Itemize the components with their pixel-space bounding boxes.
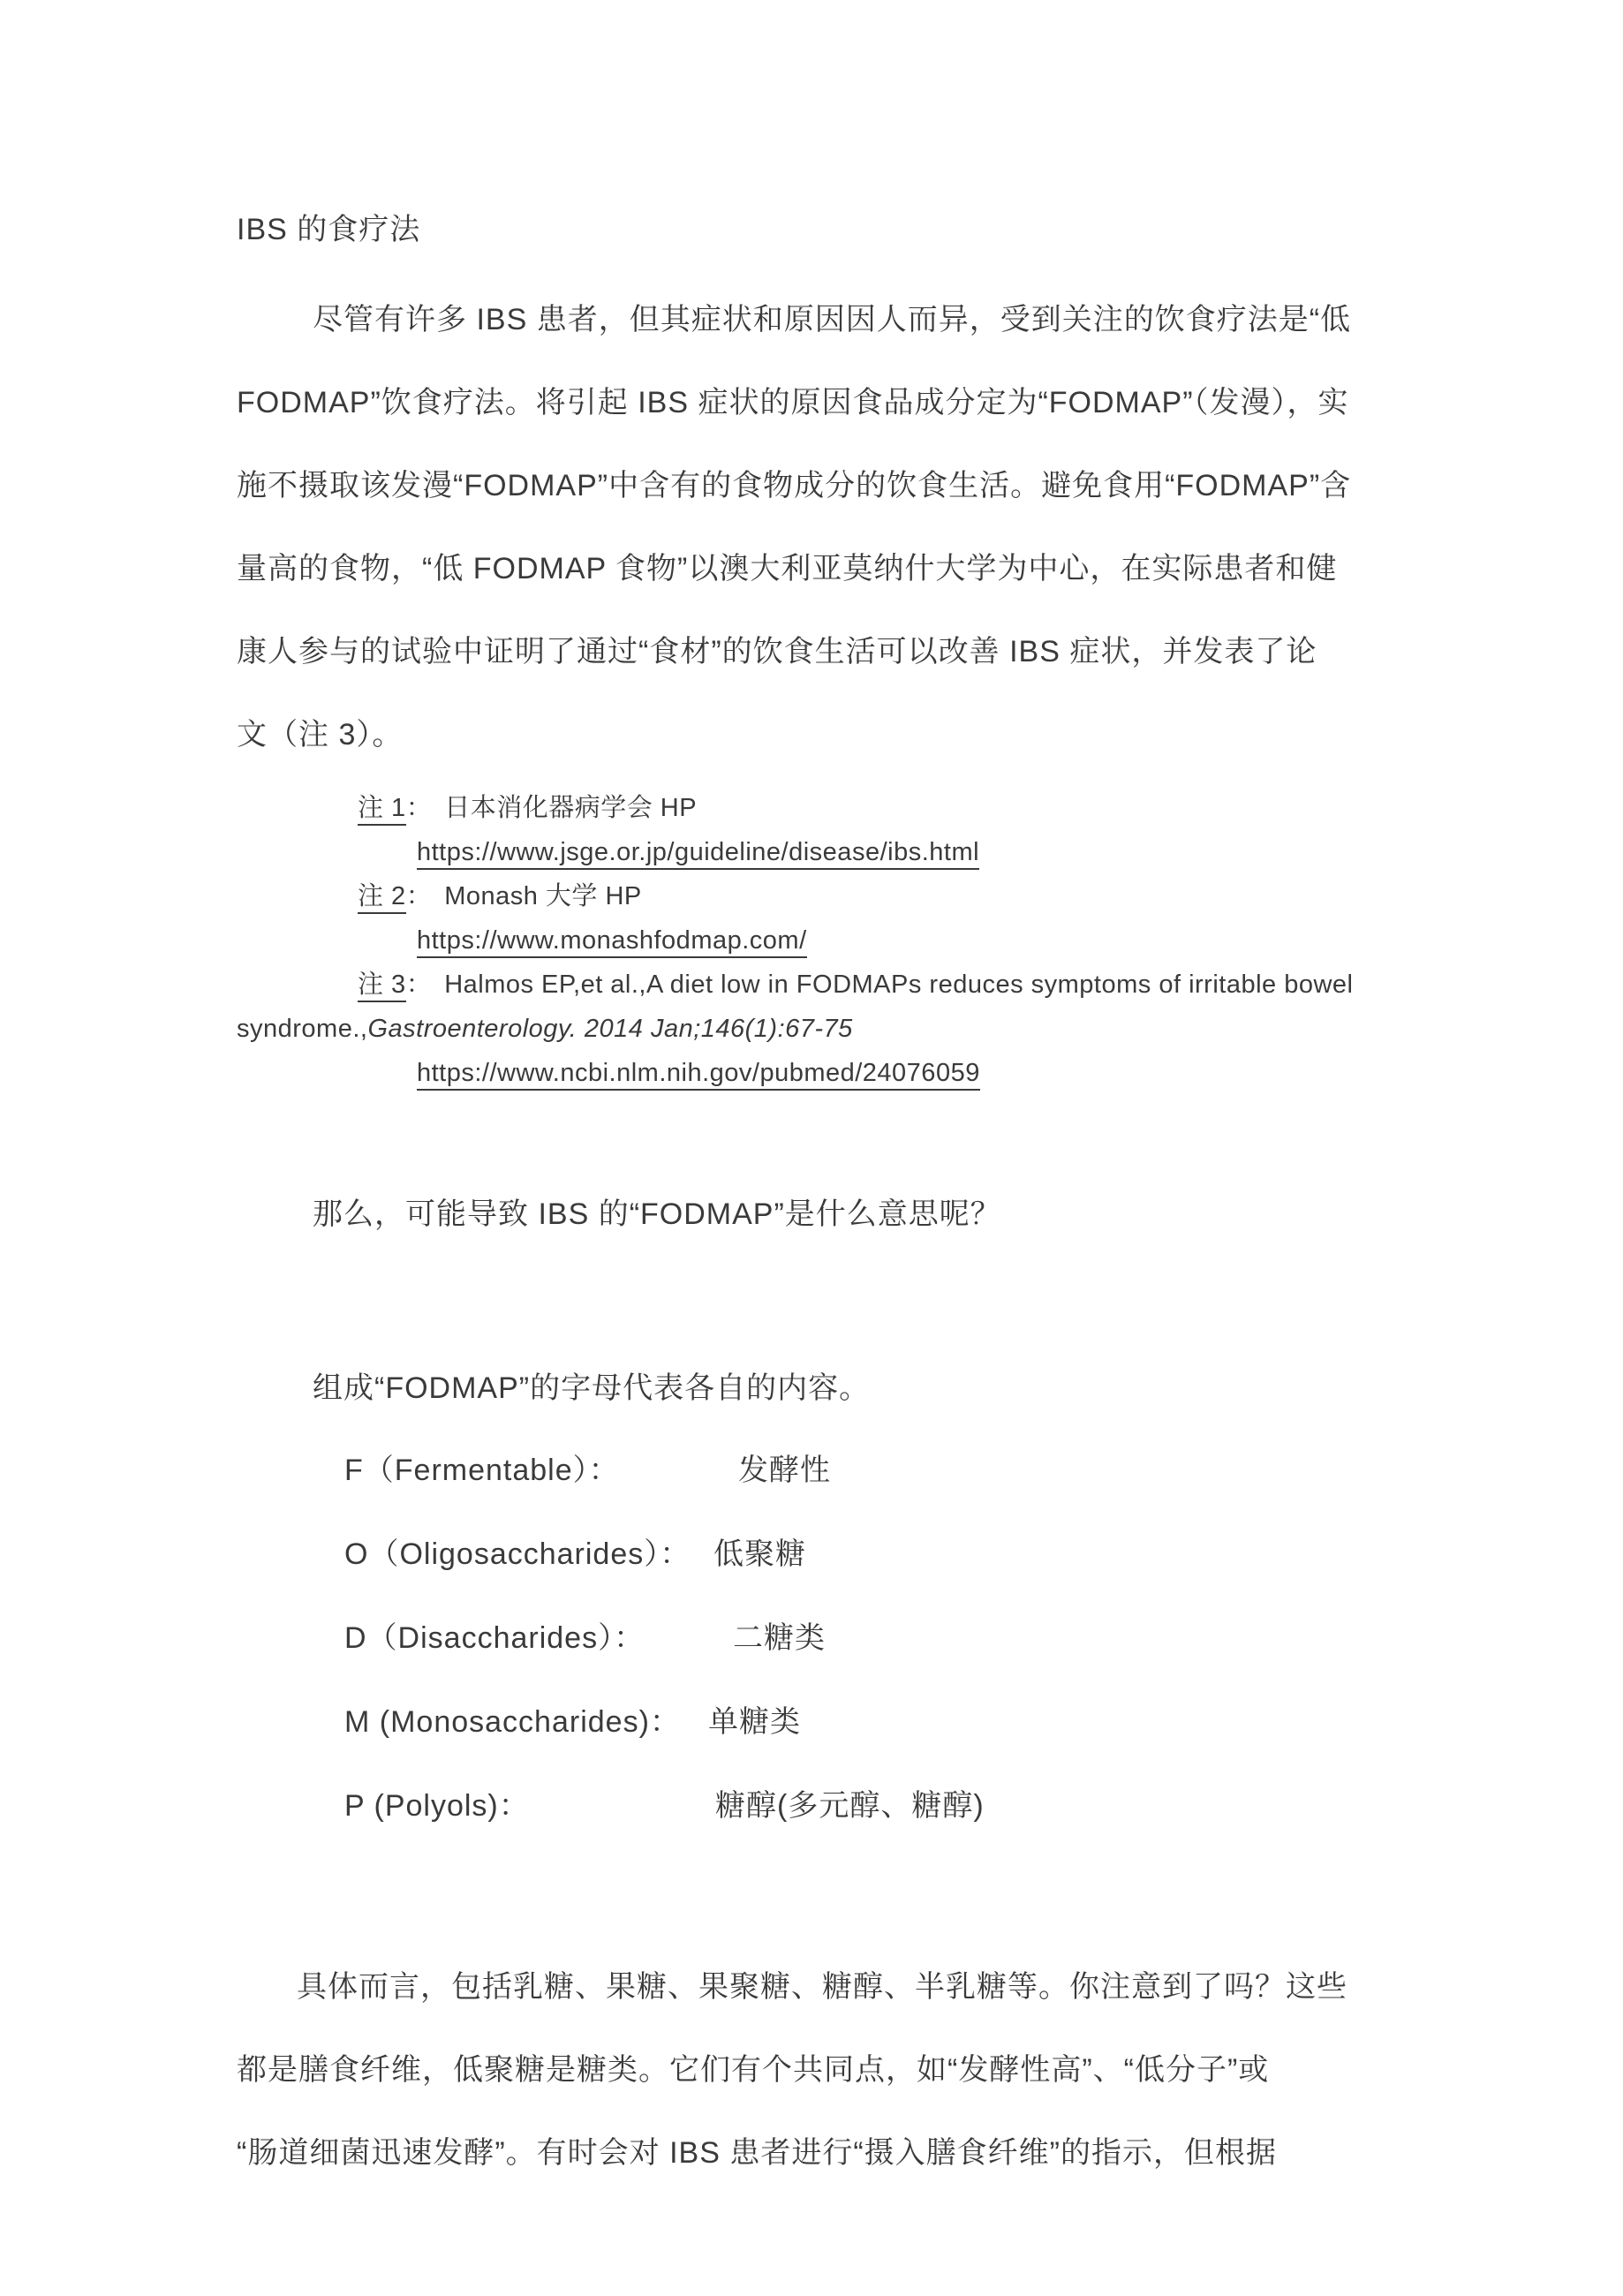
footnote-1-label: 注 1 [358, 792, 406, 826]
link-pubmed[interactable]: https://www.ncbi.nlm.nih.gov/pubmed/24076059 [417, 1057, 980, 1091]
link-jsge-ibs-guideline[interactable]: https://www.jsge.or.jp/guideline/disease/ibs.html [417, 836, 979, 870]
footnote-3-label: 注 3 [358, 969, 406, 1002]
footnote-2-colon: ： [405, 882, 433, 910]
fodmap-item-m-label: M (Monosaccharides)： [344, 1705, 681, 1739]
list-intro-line: 组成“FODMAP”的字母代表各自的内容。 [313, 1371, 871, 1405]
fodmap-item-p-definition: 糖醇(多元醇、糖醇) [715, 1789, 985, 1823]
fodmap-item-o [237, 1513, 1420, 1597]
paragraph-line: 尽管有许多 IBS 患者，但其症状和原因因人而异，受到关注的饮食疗法是“低 [313, 303, 1352, 336]
footnote-1-colon: ： [405, 794, 433, 822]
footnote-1-url-line [237, 830, 1499, 874]
paragraph-fodmap-examples [237, 1945, 1420, 2194]
footnote-1-text: 日本消化器病学会 HP [444, 794, 698, 822]
paragraph-line: 康人参与的试验中证明了通过“食材”的饮食生活可以改善 IBS 症状，并发表了论 [237, 635, 1317, 668]
fodmap-item-d-label: D（Disaccharides）： [344, 1621, 645, 1655]
footnote-2-label: 注 2 [358, 880, 406, 914]
paragraph-line: FODMAP”饮食疗法。将引起 IBS 症状的原因食品成分定为“FODMAP”（发漫），实 [237, 386, 1349, 419]
footnote-3-url-line [237, 1051, 1499, 1095]
footnote-3-continuation [237, 1007, 1499, 1051]
footnote-3-colon: ： [405, 971, 433, 999]
fodmap-item-p [237, 1764, 1420, 1848]
fodmap-item-f [237, 1429, 1420, 1513]
footnote-2 [237, 874, 1499, 918]
fodmap-item-f-definition: 发酵性 [738, 1454, 831, 1487]
fodmap-item-d-definition: 二糖类 [733, 1621, 826, 1655]
link-monash-fodmap[interactable]: https://www.monashfodmap.com/ [417, 925, 807, 958]
footnote-3-text-normal: syndrome., [237, 1015, 368, 1043]
footnote-3-text: Halmos EP,et al.,A diet low in FODMAPs reduces symptoms of irritable bowel [444, 971, 1354, 999]
footnote-2-text: Monash 大学 HP [444, 882, 642, 910]
fodmap-item-f-label: F（Fermentable）： [344, 1454, 620, 1487]
footnotes-block [237, 786, 1499, 1095]
paragraph-line: 量高的食物，“低 FODMAP 食物”以澳大利亚莫纳什大学为中心，在实际患者和健 [237, 552, 1338, 585]
question-line: 那么，可能导致 IBS 的“FODMAP”是什么意思呢？ [313, 1197, 1001, 1231]
page-title: IBS 的食疗法 [237, 213, 421, 246]
paragraph-line: “肠道细菌迅速发酵”。有时会对 IBS 患者进行“摄入膳食纤维”的指示，但根据 [237, 2136, 1277, 2170]
footnote-2-url-line [237, 918, 1499, 963]
footnote-3-journal-citation: Gastroenterology. 2014 Jan;146(1):67-75 [367, 1015, 853, 1043]
paragraph-fodmap-intro [237, 278, 1420, 776]
paragraph-line: 施不摄取该发漫“FODMAP”中含有的食物成分的饮食生活。避免食用“FODMAP”含 [237, 469, 1352, 502]
footnote-1 [237, 786, 1499, 830]
fodmap-item-o-definition: 低聚糖 [713, 1537, 806, 1571]
fodmap-definition-list [237, 1429, 1420, 1848]
fodmap-item-m-definition: 单糖类 [708, 1705, 801, 1739]
fodmap-item-p-label: P (Polyols)： [344, 1789, 530, 1823]
fodmap-item-m [237, 1680, 1420, 1764]
paragraph-line: 都是膳食纤维，低聚糖是糖类。它们有个共同点，如“发酵性高”、“低分子”或 [237, 2053, 1270, 2087]
footnote-3 [237, 963, 1499, 1007]
fodmap-item-o-label: O（Oligosaccharides）： [344, 1537, 691, 1571]
paragraph-line: 文（注 3）。 [237, 718, 404, 751]
fodmap-item-d [237, 1597, 1420, 1680]
paragraph-line: 具体而言，包括乳糖、果糖、果聚糖、糖醇、半乳糖等。你注意到了吗？这些 [297, 1970, 1347, 2004]
